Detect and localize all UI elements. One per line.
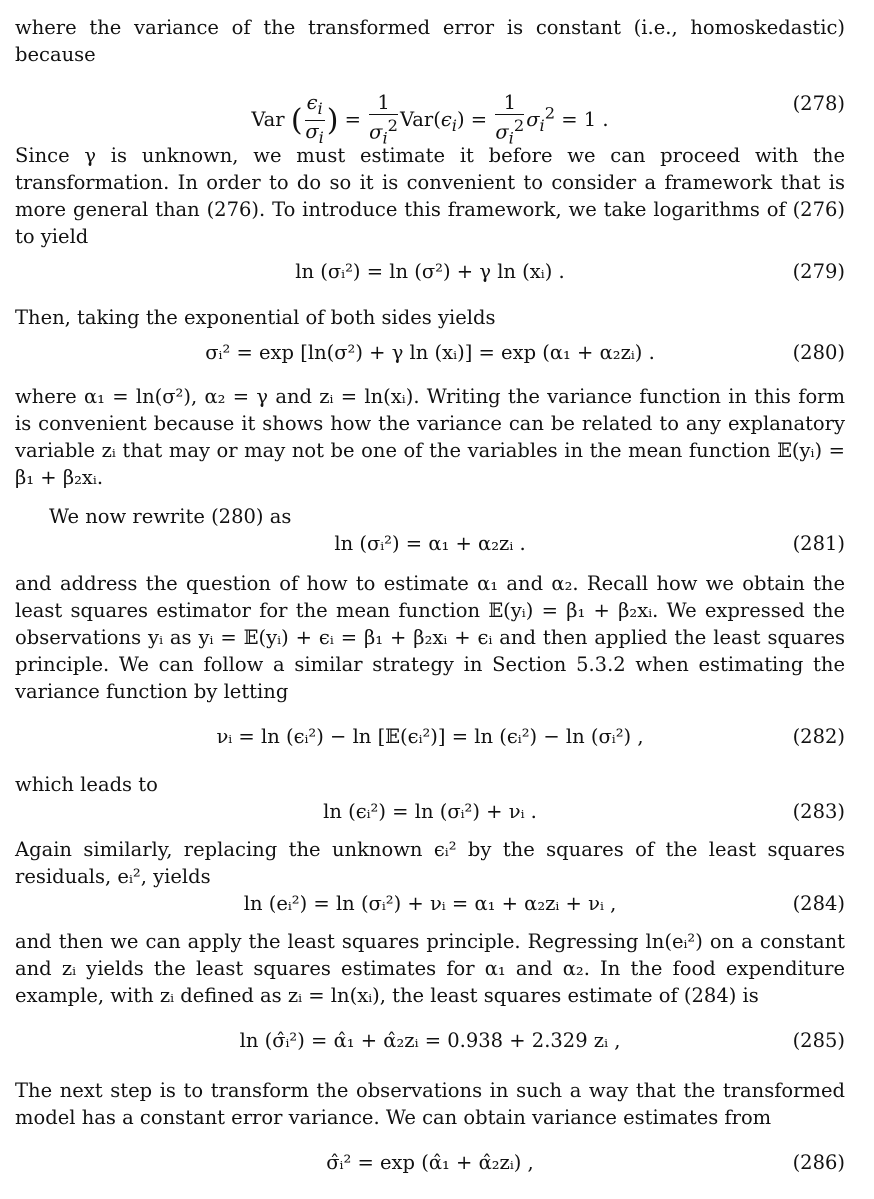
equation-286-number: (286)	[792, 1151, 845, 1174]
equation-284-body: ln (eᵢ²) = ln (σᵢ²) + νᵢ = α₁ + α₂zᵢ + νᵢ ,	[243, 892, 617, 915]
paragraph-9: and then we can apply the least squares principle. Regressing ln(eᵢ²) on a constant and zᵢ yields the least squares estimates for α₁ and α₂. In the food expenditure example, with zᵢ defined as zᵢ = ln(xᵢ), the least squares estimate of (284) is	[15, 930, 845, 1007]
equation-280	[15, 339, 845, 373]
equation-284-number: (284)	[792, 892, 845, 915]
equation-286-body: σ̂ᵢ² = exp (α̂₁ + α̂₂zᵢ) ,	[326, 1151, 534, 1174]
equation-281-body: ln (σᵢ²) = α₁ + α₂zᵢ .	[334, 532, 526, 555]
equation-286	[15, 1149, 845, 1183]
equation-282	[15, 723, 845, 757]
equation-285-number: (285)	[792, 1029, 845, 1052]
equation-282-body: νᵢ = ln (ϵᵢ²) − ln [𝔼(ϵᵢ²)] = ln (ϵᵢ²) − ln (σᵢ²) ,	[216, 725, 644, 748]
equation-278-number: (278)	[792, 92, 845, 115]
equation-280-number: (280)	[792, 341, 845, 364]
equation-279-body: ln (σᵢ²) = ln (σ²) + γ ln (xᵢ) .	[295, 260, 565, 283]
equation-280-body: σᵢ² = exp [ln(σ²) + γ ln (xᵢ)] = exp (α₁ + α₂zᵢ) .	[205, 341, 655, 364]
equation-279-number: (279)	[792, 260, 845, 283]
equation-283	[15, 798, 845, 832]
equation-283-body: ln (ϵᵢ²) = ln (σᵢ²) + νᵢ .	[323, 800, 537, 823]
paragraph-3: Then, taking the exponential of both sides yields	[15, 306, 496, 329]
paragraph-6: and address the question of how to estimate α₁ and α₂. Recall how we obtain the least squares estimator for the mean function 𝔼(yᵢ) = β₁ + β₂xᵢ. We expressed the observations yᵢ as yᵢ = 𝔼(yᵢ) + ϵᵢ = β₁ + β₂xᵢ + ϵᵢ and then applied the least squares principle. We can follow a similar strategy in Section 5.3.2 when estimating the variance function by letting	[15, 572, 845, 703]
equation-283-number: (283)	[792, 800, 845, 823]
equation-279	[15, 258, 845, 292]
paragraph-8: Again similarly, replacing the unknown ϵᵢ² by the squares of the least squares residuals, eᵢ², yields	[15, 838, 845, 888]
paragraph-2: Since γ is unknown, we must estimate it before we can proceed with the transformation. In order to do so it is convenient to consider a framework that is more general than (276). To introduce this framework, we take logarithms of (276) to yield	[15, 144, 845, 248]
equation-281-number: (281)	[792, 532, 845, 555]
paragraph-10: The next step is to transform the observations in such a way that the transformed model has a constant error variance. We can obtain variance estimates from	[15, 1079, 845, 1129]
equation-285	[15, 1027, 845, 1061]
equation-278	[15, 76, 845, 148]
paragraph-1: where the variance of the transformed error is constant (i.e., homoskedastic) because	[15, 16, 845, 66]
equation-278-body: Var ( $\frac{\epsilon_i}{\sigma_i}$ ) = $\frac{1}{\sigma_i^2}$ $Var(\epsilon_i)$ = $\frac{1}{\sigma_i^2}$ $\sigma_i^2 = 1$ .	[251, 91, 609, 148]
paragraph-4: where α₁ = ln(σ²), α₂ = γ and zᵢ = ln(xᵢ). Writing the variance function in this form is convenient because it shows how the variance can be related to any explanatory variable zᵢ that may or may not be one of the variables in the mean function 𝔼(yᵢ) = β₁ + β₂xᵢ.	[15, 385, 845, 489]
equation-285-body: ln (σ̂ᵢ²) = α̂₁ + α̂₂zᵢ = 0.938 + 2.329 zᵢ ,	[239, 1029, 621, 1052]
equation-281	[15, 530, 845, 564]
paragraph-5: We now rewrite (280) as	[49, 505, 292, 528]
paragraph-7: which leads to	[15, 773, 158, 796]
paper-page	[15, 0, 845, 1183]
equation-282-number: (282)	[792, 725, 845, 748]
equation-284	[15, 890, 845, 924]
